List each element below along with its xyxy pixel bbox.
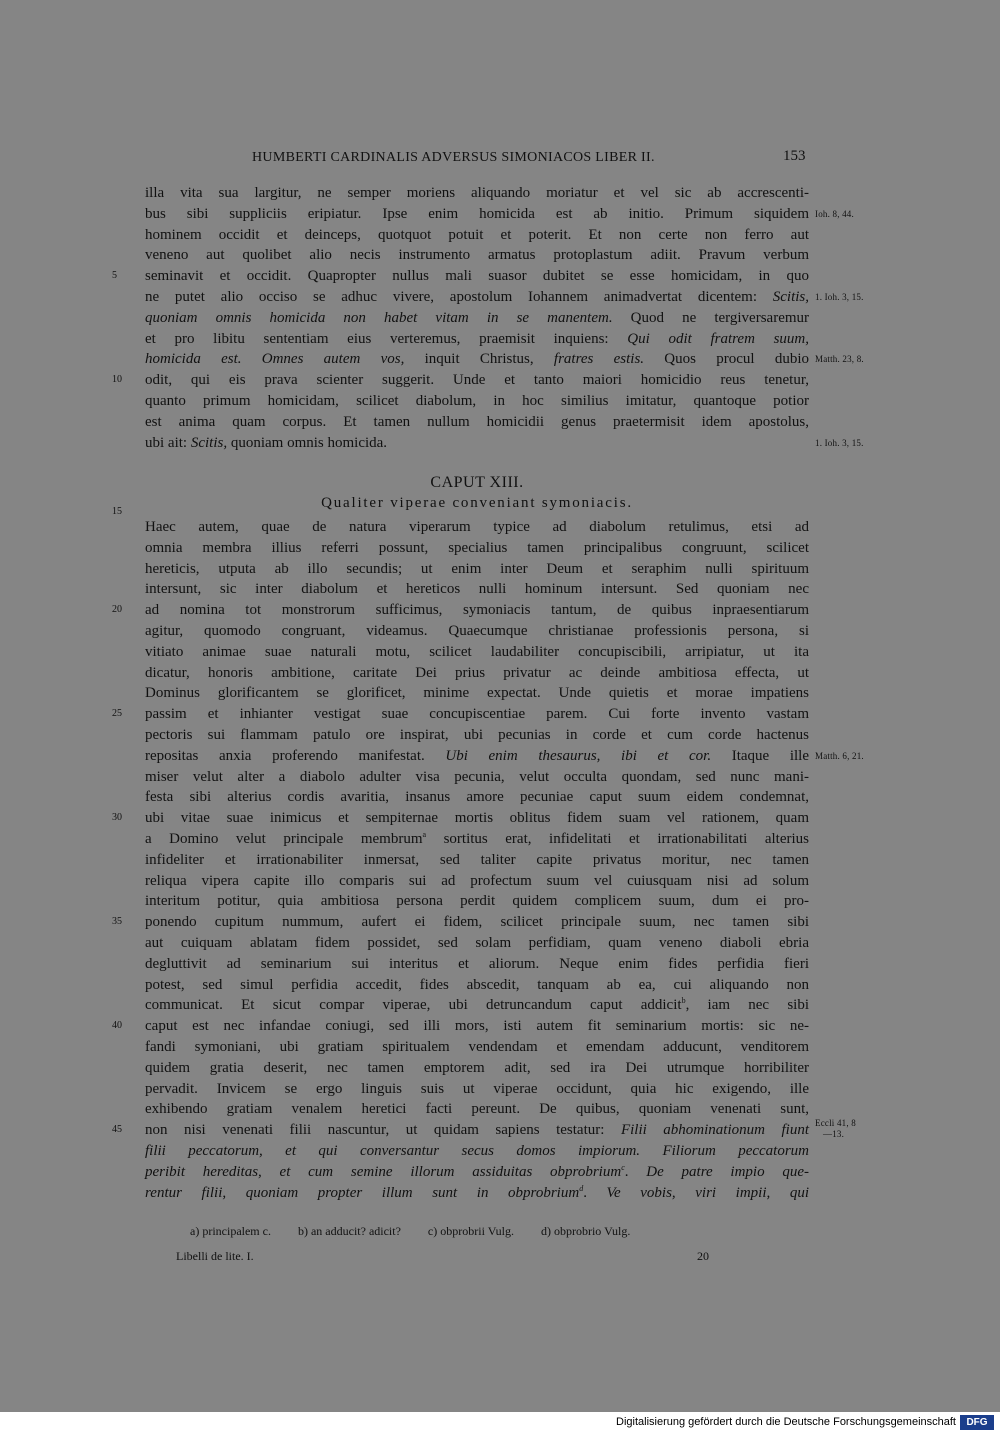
line-number: 35 <box>112 916 122 928</box>
text-line: odit, qui eis prava scienter suggerit. Unde et tanto maiori homicidio reus tenetur, <box>145 372 809 389</box>
funding-text: Digitalisierung gefördert durch die Deutsche Forschungsgemeinschaft <box>616 1416 956 1428</box>
page-header <box>0 150 1000 168</box>
text-line: festa sibi alterius cordis avaritia, insanus amore pecuniae caput suum eidem condemnat, <box>145 789 809 806</box>
footnote-b: b) an adducit? adicit? <box>297 1224 401 1238</box>
text-line: peribit hereditas, et cum semine illorum assiduitas obprobrium$^c$. De patre impio que- <box>145 1162 810 1180</box>
line-number: 45 <box>112 1124 122 1136</box>
text-line: Dominus glorificantem se glorificet, minime expectat. Unde quietis et morae impatiens <box>145 685 809 702</box>
text-line: quoniam omnis homicida non habet vitam in se manentem. Quod ne tergiversaremur <box>145 309 810 326</box>
text-line: est anima quam corpus. Et tamen nullum homicidii genus praetermisit idem apostolus, <box>145 413 809 430</box>
text-line: bus sibi suppliciis eripiatur. Ipse enim homicida est ab initio. Primum siquidem <box>145 205 809 222</box>
text-line: pectoris sui flammam patulo ore inspirat, ubi pecunias in corde et cum corde hactenus <box>145 727 809 743</box>
margin-reference-eccli-line2: —13. <box>823 1129 845 1139</box>
text-line: interitum potitur, quia ambitiosa persona perdit quidem complicem suum, dum ei pro- <box>145 893 809 910</box>
text-line: ne putet alio occiso se adhuc vivere, apostolum Iohannem animadvertat dicentem: Scitis, <box>145 289 809 305</box>
text-line: Haec autem, quae de natura viperarum typice ad diabolum retulimus, etsi ad <box>145 519 809 535</box>
text-line: quidem gratia deserit, nec tamen emptorem adit, sed ira Dei utrumque horribiliter <box>145 1059 809 1076</box>
text-line: et pro libitu sententiam eius verteremus, praemisit inquiens: Qui odit fratrem suum, <box>145 330 809 347</box>
text-line: aut cuiquam ablatam fidem possidet, sed solam perfidiam, quam veneno diaboli ebria <box>145 935 809 951</box>
text-line: passim et inhianter vestigat suae concupiscentiae parem. Cui forte invento vastam <box>145 706 809 723</box>
chapter-title: CAPUT XIII. <box>430 474 524 491</box>
margin-reference-eccli-line1: Eccli 41, 8 <box>815 1118 856 1128</box>
chapter-line-number: 15 <box>112 506 122 517</box>
text-line: infideliter et irrationabiliter inmersat, sed taliter capite privatus moritur, nec tamen <box>145 851 809 868</box>
funding-bar <box>0 1412 1000 1434</box>
text-line: filii peccatorum, et qui conversantur secus domos impiorum. Filiorum peccatorum <box>145 1143 810 1159</box>
line-number: 20 <box>112 604 122 616</box>
text-line: seminavit et occidit. Quapropter nullus mali suasor dubitet se esse homicidam, in quo <box>145 268 809 285</box>
text-line: ubi vitae suae inimicus et sempiternae mortis oblitus fidem suam vel rationem, quam <box>145 810 809 827</box>
margin-reference: Matth. 23, 8. <box>815 354 864 365</box>
running-title: HUMBERTI CARDINALIS ADVERSUS SIMONIACOS LIBER II. <box>252 150 655 165</box>
text-line: reliqua vipera capite illo comparis sui ad profectum suum vel cuiusquam nisi ad solum <box>145 872 809 889</box>
dfg-logo: DFG <box>960 1415 994 1430</box>
text-line: exhibendo gratiam venalem heretici facti pereunt. De quibus, quoniam venenati sunt, <box>145 1101 809 1118</box>
line-number: 10 <box>112 374 122 386</box>
text-line: potest, sed simul perfidia accedit, fides abscedit, tanquam ab ea, cui aliquando non <box>145 976 809 993</box>
text-line: ponendo cupitum nummum, aufert ei fidem, scilicet principale suum, nec tamen sibi <box>145 914 809 931</box>
text-line: pervadit. Invicem se ergo linguis suis ut viperae occidunt, quia hic exigendo, ille <box>145 1080 809 1097</box>
page-number: 153 <box>783 148 806 164</box>
line-number: 5 <box>112 270 117 282</box>
text-line: hominem occidit et deinceps, quotquot potuit et poterit. Et non certe non ferro aut <box>145 226 809 243</box>
line-number: 30 <box>112 812 122 824</box>
text-line: vitiato animae suae naturali motu, scilicet laudabiliter concupiscibili, arripiatur, ut ita <box>145 643 809 660</box>
series-title: Libelli de lite. I. <box>176 1249 254 1263</box>
text-line: homicida est. Omnes autem vos, inquit Christus, fratres estis. Quos procul dubio <box>145 351 809 368</box>
text-line: illa vita sua largitur, ne semper moriens aliquando moriatur et vel sic ab accrescenti- <box>145 185 809 201</box>
text-line: dicatur, honoris ambitione, caritate Dei prius privatur ac deinde ambitiosa effecta, ut <box>145 664 809 681</box>
margin-reference: 1. Ioh. 3, 15. <box>815 292 864 302</box>
text-line: omnia membra illius referri possunt, specialius tamen principalibus congruunt, scilicet <box>145 539 809 556</box>
margin-reference: 1. Ioh. 3, 15. <box>815 437 864 448</box>
text-line: degluttivit ad seminarium sui interitus et aliorum. Neque enim fides perfidia fieri <box>145 955 809 972</box>
line-number: 25 <box>112 708 122 720</box>
text-line: caput est nec infandae coniugi, sed illi mors, isti autem fit seminarium mortis: sic ne- <box>145 1018 809 1035</box>
text-line: hereticis, utputa ab illo secundis; ut enim inter Deum et seraphim nulli spirituum <box>145 560 809 577</box>
text-line: veneno aut quolibet alio necis instrumento armatus protoplastum adiit. Pravum verbum <box>145 247 809 264</box>
margin-reference: Matth. 6, 21. <box>815 750 864 761</box>
text-line: non nisi venenati filii nascuntur, ut quidam sapiens testatur: Filii abhominationum fiunt <box>145 1122 809 1139</box>
text-line: rentur filii, quoniam propter illum sunt in obprobrium$^d$. Ve vobis, viri impii, qui <box>145 1183 810 1201</box>
text-line: agitur, quomodo congruant, videamus. Quaecumque christianae professionis persona, si <box>145 623 809 639</box>
margin-reference: Ioh. 8, 44. <box>815 208 854 219</box>
text-line: ad nomina tot monstrorum sufficimus, symoniacis tantum, de quibus inpraesentiarum <box>145 602 809 619</box>
text-line: repositas anxia proferendo manifestat. Ubi enim thesaurus, ibi et cor. Itaque ille <box>145 747 809 764</box>
footnote-a: a) principalem c. <box>190 1224 271 1238</box>
text-line: ubi ait: Scitis, quoniam omnis homicida. <box>145 434 388 451</box>
text-line: a Domino velut principale membrum$^a$ sortitus erat, infidelitati et irrationabilitati alterius <box>145 830 809 847</box>
footnote-c: c) obprobrii Vulg. <box>427 1224 514 1238</box>
sheet-signature: 20 <box>697 1249 709 1263</box>
footnotes <box>190 1224 654 1239</box>
chapter-subtitle: Qualiter viperae conveniant symoniacis. <box>321 495 633 511</box>
text-line: intersunt, sic inter diabolum et hereticos nulli hominum intersunt. Sed quoniam nec <box>145 581 809 598</box>
text-line: communicat. Et sicut compar viperae, ubi detruncandum caput addicit$^b$, iam nec sibi <box>145 996 809 1014</box>
line-number: 40 <box>112 1020 122 1032</box>
text-line: miser velut alter a diabolo adulter visa pecunia, velut occulta quondam, sed nunc mani- <box>145 768 809 785</box>
text-line: quanto primum homicidam, scilicet diabolum, in hoc similius imitatur, quantoque potior <box>145 393 809 409</box>
footnote-d: d) obprobrio Vulg. <box>540 1224 631 1238</box>
margin-reference-eccli <box>815 1118 856 1140</box>
text-line: fandi symoniani, ubi gratiam spiritualem vendendam et emendam adducunt, venditorem <box>145 1039 809 1055</box>
